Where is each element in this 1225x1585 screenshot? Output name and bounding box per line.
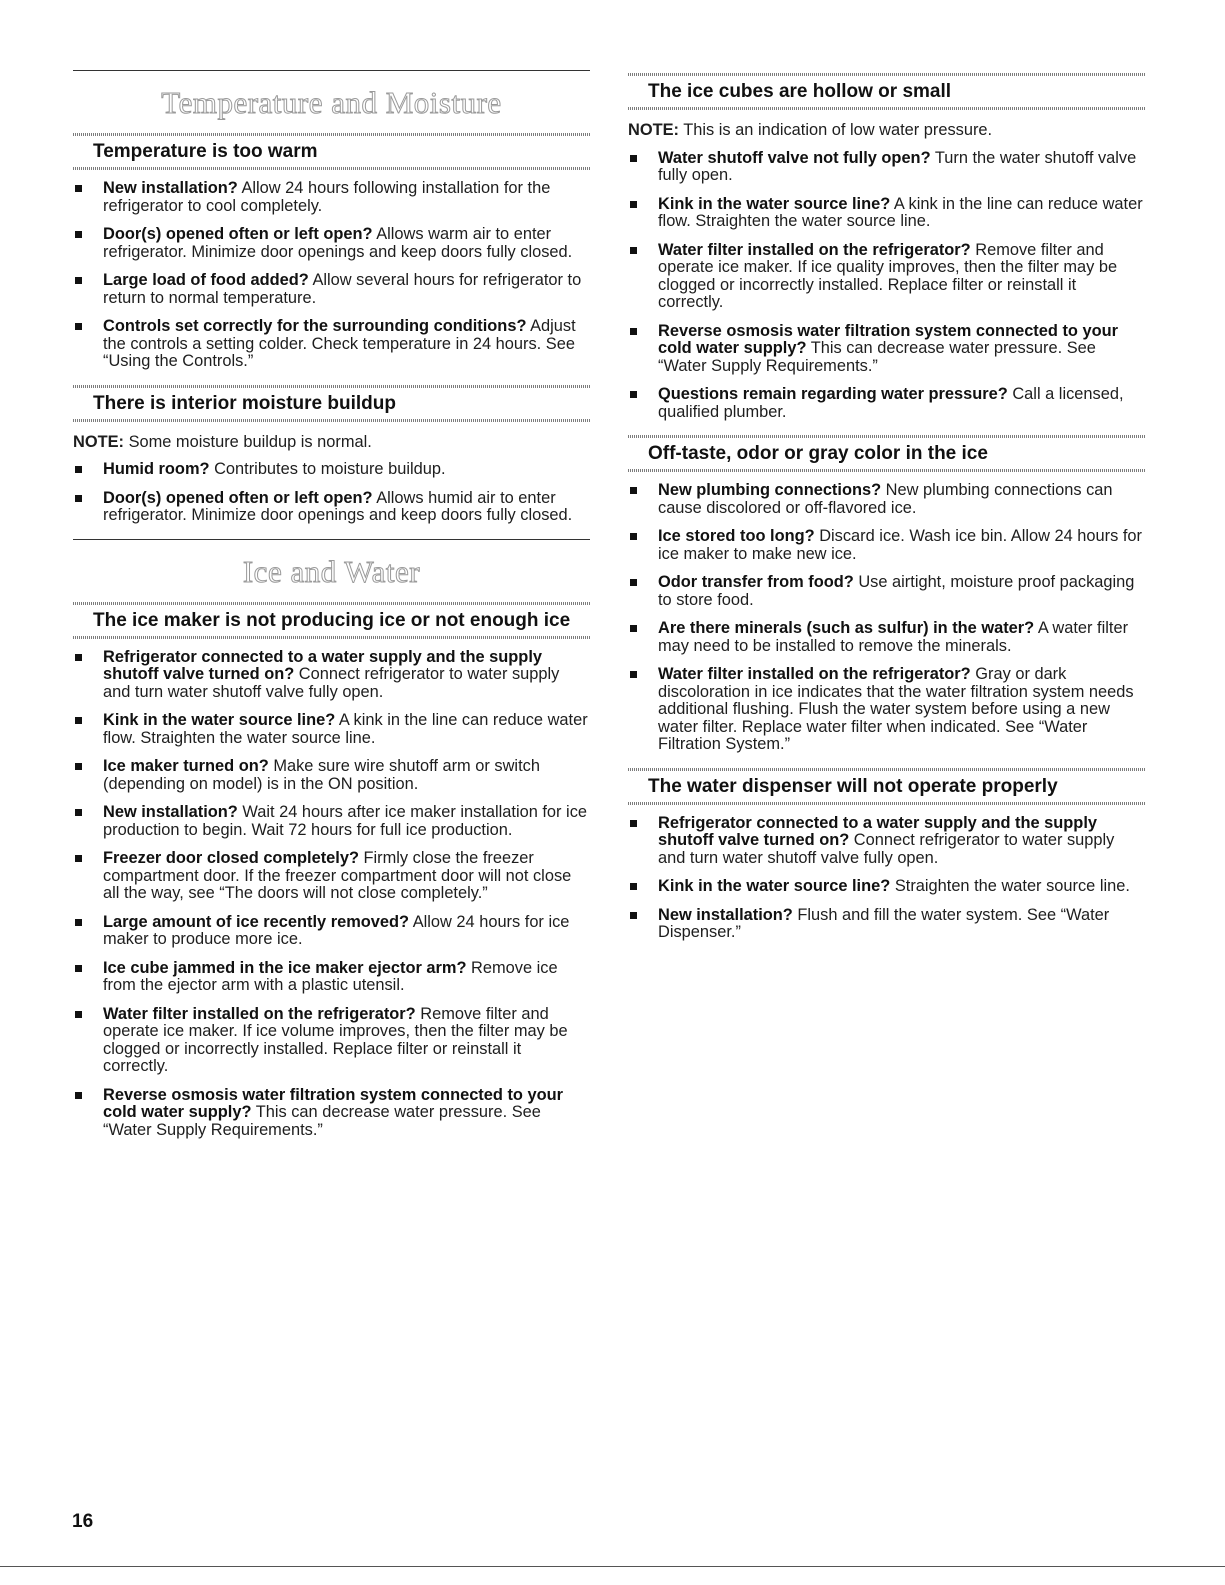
dotted-rule — [73, 636, 590, 639]
list-ice-hollow — [628, 150, 1145, 422]
answer-text: Connect refrigerator to water supply and turn water shutoff valve fully open. — [103, 665, 560, 701]
answer-text: A water filter may need to be installed to remove the minerals. — [658, 619, 1129, 655]
list-item — [628, 574, 1145, 609]
list-water-dispenser — [628, 815, 1145, 942]
heading-temperature-warm: Temperature is too warm — [93, 141, 318, 162]
section-title-ice-water: Ice and Water — [242, 553, 421, 589]
list-item — [73, 318, 590, 371]
question-text: Large amount of ice recently removed? — [103, 912, 410, 931]
question-text: Ice maker turned on? — [103, 757, 269, 775]
dotted-rule — [628, 469, 1145, 472]
list-item — [628, 528, 1145, 563]
answer-text: Adjust the controls a setting colder. Check temperature in 24 hours. See “Using the Controls.” — [103, 317, 576, 370]
answer-text: Flush and fill the water system. See “Water Dispenser.” — [658, 905, 1110, 941]
answer-text: Gray or dark discoloration in ice indicates that the water filtration system needs additional flushing. Flush the water system before using a new water filter. Replace water filter when indicated. See “Water Filtration System.” — [658, 665, 1134, 753]
list-item — [628, 242, 1145, 312]
list-item — [628, 323, 1145, 376]
list-item — [73, 850, 590, 903]
list-item — [73, 712, 590, 747]
list-item — [628, 666, 1145, 754]
answer-text: Use airtight, moisture proof packaging to store food. — [658, 573, 1135, 609]
answer-text: Discard ice. Wash ice bin. Allow 24 hours for ice maker to make new ice. — [658, 527, 1142, 563]
answer-text: Contributes to moisture buildup. — [214, 460, 446, 478]
note-hollow — [628, 122, 1145, 140]
heading-off-taste: Off-taste, odor or gray color in the ice — [648, 443, 988, 464]
page-number: 16 — [72, 1511, 94, 1532]
dotted-rule — [628, 768, 1145, 771]
page-bottom-rule — [0, 1566, 1225, 1567]
answer-text: Allow several hours for refrigerator to return to normal temperature. — [103, 271, 582, 307]
list-moisture — [73, 461, 590, 525]
list-off-taste — [628, 482, 1145, 754]
answer-text: Allows humid air to enter refrigerator. Minimize door openings and keep doors fully closed. — [103, 488, 573, 524]
list-item — [628, 815, 1145, 868]
answer-text: Allow 24 hours for ice maker to produce more ice. — [103, 912, 570, 948]
right-column — [628, 70, 1145, 953]
list-item — [73, 490, 590, 525]
question-text: Refrigerator connected to a water supply and the supply shutoff valve turned on? — [103, 647, 542, 683]
list-item — [73, 226, 590, 261]
question-text: Ice stored too long? — [658, 527, 815, 545]
dotted-rule — [628, 107, 1145, 110]
heading-moisture: There is interior moisture buildup — [93, 392, 396, 414]
question-text: New installation? — [103, 179, 238, 197]
dotted-rule — [73, 602, 590, 605]
answer-text: Remove ice from the ejector arm with a plastic utensil. — [103, 958, 558, 994]
question-text: Large load of food added? — [103, 271, 309, 289]
question-text: Kink in the water source line? — [658, 194, 891, 213]
list-item — [73, 649, 590, 702]
answer-text: Connect refrigerator to water supply and turn water shutoff valve fully open. — [658, 831, 1115, 867]
note-label: NOTE: — [73, 432, 124, 451]
note-moisture — [73, 434, 590, 452]
list-item — [628, 386, 1145, 421]
section-rule — [73, 539, 590, 540]
dotted-rule — [628, 435, 1145, 438]
note-text: Some moisture buildup is normal. — [128, 432, 372, 451]
question-text: New plumbing connections? — [658, 481, 882, 499]
question-text: Controls set correctly for the surrounding conditions? — [103, 317, 527, 335]
list-temperature-warm — [73, 180, 590, 371]
question-text: Refrigerator connected to a water supply and the supply shutoff valve turned on? — [658, 813, 1097, 849]
question-text: New installation? — [103, 803, 238, 821]
list-ice-maker — [73, 649, 590, 1140]
dotted-rule — [73, 385, 590, 388]
answer-text: Allow 24 hours following installation for the refrigerator to cool completely. — [103, 179, 551, 215]
answer-text: New plumbing connections can cause discolored or off-flavored ice. — [658, 481, 1113, 517]
list-item — [73, 272, 590, 307]
question-text: Water shutoff valve not fully open? — [658, 148, 931, 167]
list-item — [73, 758, 590, 793]
list-item — [73, 914, 590, 949]
question-text: Questions remain regarding water pressure? — [658, 385, 1008, 403]
heading-ice-maker: The ice maker is not producing ice or not enough ice — [93, 609, 571, 631]
answer-text: This can decrease water pressure. See “Water Supply Requirements.” — [658, 339, 1096, 375]
answer-text: Wait 24 hours after ice maker installation for ice production to begin. Wait 72 hours for full ice production. — [103, 803, 588, 839]
dotted-rule — [628, 802, 1145, 805]
list-item — [73, 1006, 590, 1076]
list-item — [628, 907, 1145, 942]
question-text: Kink in the water source line? — [103, 711, 336, 729]
answer-text: Make sure wire shutoff arm or switch (depending on model) is in the ON position. — [103, 757, 540, 793]
dotted-rule — [73, 419, 590, 422]
answer-text: Firmly close the freezer compartment door. If the freezer compartment door will not close all the way, see “The doors will not close completely.” — [103, 849, 572, 902]
answer-text: A kink in the line can reduce water flow. Straighten the water source line. — [658, 194, 1143, 230]
answer-text: Turn the water shutoff valve fully open. — [658, 148, 1137, 184]
question-text: Freezer door closed completely? — [103, 849, 359, 867]
question-text: Water filter installed on the refrigerator? — [658, 240, 971, 259]
dotted-rule — [73, 167, 590, 170]
answer-text: This can decrease water pressure. See “Water Supply Requirements.” — [103, 1103, 541, 1139]
question-text: Humid room? — [103, 460, 210, 478]
answer-text: Straighten the water source line. — [894, 877, 1130, 895]
list-item — [73, 461, 590, 479]
list-item — [73, 804, 590, 839]
list-item — [628, 620, 1145, 655]
answer-text: Call a licensed, qualified plumber. — [658, 385, 1124, 421]
left-column — [73, 70, 590, 1150]
heading-ice-hollow: The ice cubes are hollow or small — [648, 81, 952, 102]
answer-text: Allows warm air to enter refrigerator. Minimize door openings and keep doors fully closed. — [103, 225, 573, 261]
dotted-rule — [73, 133, 590, 136]
question-text: Are there minerals (such as sulfur) in the water? — [658, 619, 1035, 637]
question-text: Water filter installed on the refrigerator? — [658, 665, 971, 683]
list-item — [628, 196, 1145, 231]
answer-text: Remove filter and operate ice maker. If ice quality improves, then the filter may be clogged or incorrectly installed. Replace filter or reinstall it correctly. — [658, 240, 1118, 311]
question-text: Door(s) opened often or left open? — [103, 488, 373, 507]
question-text: Door(s) opened often or left open? — [103, 225, 373, 243]
dotted-rule — [628, 73, 1145, 76]
heading-water-dispenser: The water dispenser will not operate properly — [648, 775, 1058, 797]
question-text: Water filter installed on the refrigerator? — [103, 1004, 416, 1023]
list-item — [628, 482, 1145, 517]
question-text: Odor transfer from food? — [658, 573, 854, 591]
question-text: New installation? — [658, 905, 793, 924]
question-text: Reverse osmosis water filtration system connected to your cold water supply? — [103, 1085, 563, 1121]
list-item — [73, 960, 590, 995]
list-item — [628, 878, 1145, 896]
note-text: This is an indication of low water pressure. — [683, 121, 993, 139]
list-item — [628, 150, 1145, 185]
section-rule — [73, 70, 590, 71]
note-label: NOTE: — [628, 121, 679, 139]
question-text: Reverse osmosis water filtration system connected to your cold water supply? — [658, 321, 1118, 357]
question-text: Ice cube jammed in the ice maker ejector arm? — [103, 958, 467, 977]
answer-text: Remove filter and operate ice maker. If ice volume improves, then the filter may be clogged or incorrectly installed. Replace filter or reinstall it correctly. — [103, 1004, 568, 1075]
section-title-temperature: Temperature and Moisture — [161, 85, 502, 120]
question-text: Kink in the water source line? — [658, 877, 891, 895]
answer-text: A kink in the line can reduce water flow. Straighten the water source line. — [103, 711, 588, 747]
list-item — [73, 1087, 590, 1140]
list-item — [73, 180, 590, 215]
